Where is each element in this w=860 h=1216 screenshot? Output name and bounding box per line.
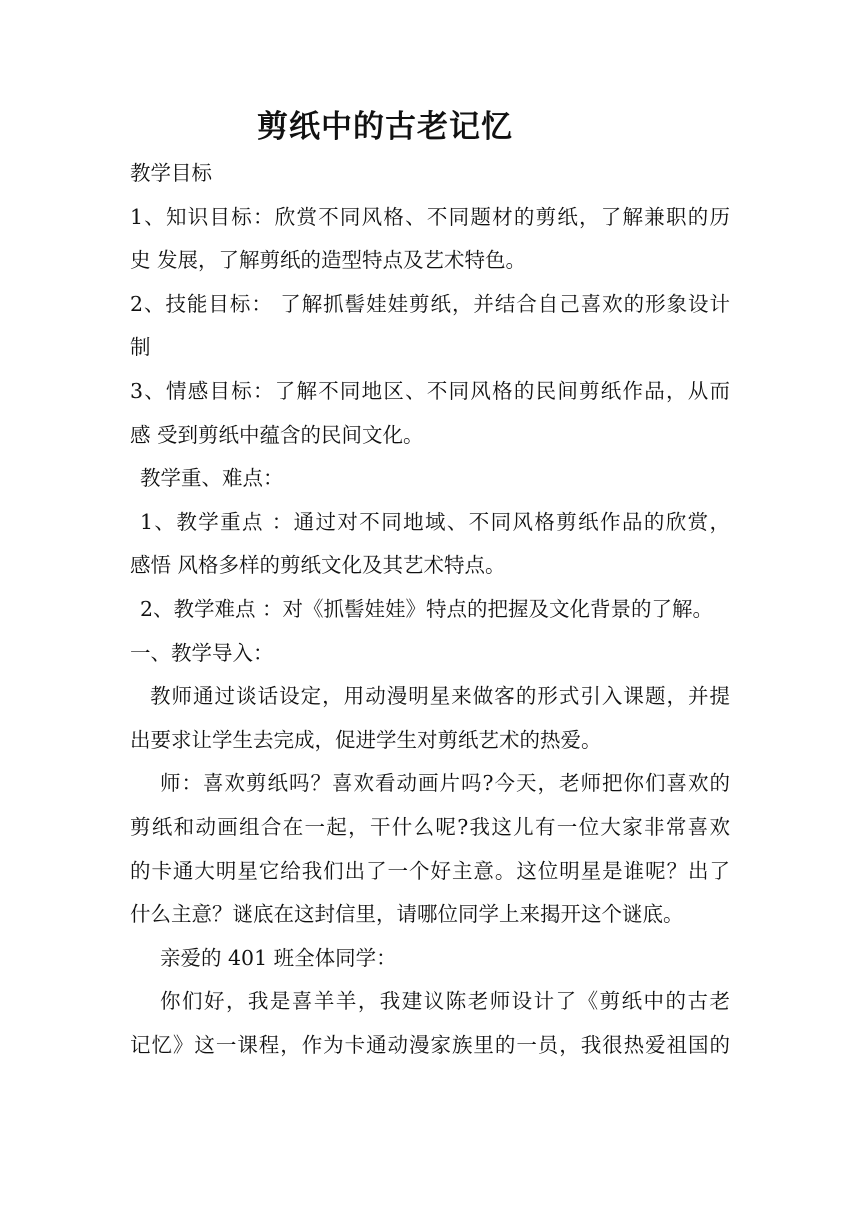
- paragraph-line: 的卡通大明星它给我们出了一个好主意。这位明星是谁呢？出了: [130, 858, 730, 883]
- paragraph-line: 1、教学重点 ：通过对不同地域、不同风格剪纸作品的欣赏，: [140, 509, 730, 534]
- letter-salutation: 亲爱的 401 班全体同学：: [160, 945, 397, 970]
- paragraph-line: 出要求让学生去完成，促进学生对剪纸艺术的热爱。: [130, 727, 602, 752]
- document-body: [130, 152, 730, 1067]
- heading-teaching-goals: 教学目标: [130, 161, 212, 185]
- paragraph-line: 剪纸和动画组合在一起，干什么呢?我这儿有一位大家非常喜欢: [130, 814, 730, 839]
- paragraph-line: 什么主意？谜底在这封信里，请哪位同学上来揭开这个谜底。: [130, 902, 684, 927]
- document-title: 剪纸中的古老记忆: [257, 109, 513, 145]
- paragraph-line: 制: [130, 335, 151, 360]
- paragraph-line: 教师通过谈话设定，用动漫明星来做客的形式引入课题，并提: [150, 684, 730, 709]
- heading-intro: 一、教学导入：: [130, 640, 274, 665]
- heading-key-points: 教学重、难点：: [140, 466, 284, 491]
- paragraph-line: 3、情感目标：了解不同地区、不同风格的民间剪纸作品，从而: [130, 378, 730, 403]
- paragraph-line: 感 受到剪纸中蕴含的民间文化。: [130, 422, 424, 447]
- paragraph-line: 2、技能目标： 了解抓髻娃娃剪纸，并结合自己喜欢的形象设计: [130, 291, 730, 316]
- paragraph-line: 你们好，我是喜羊羊，我建议陈老师设计了《剪纸中的古老: [160, 989, 730, 1014]
- paragraph-line: 师：喜欢剪纸吗？喜欢看动画片吗?今天，老师把你们喜欢的: [160, 771, 730, 796]
- paragraph-line: 1、知识目标：欣赏不同风格、不同题材的剪纸，了解兼职的历: [130, 204, 730, 229]
- paragraph-line: 2、教学难点 ：对《抓髻娃娃》特点的把握及文化背景的了解。: [140, 596, 714, 621]
- paragraph-line: 记忆》这一课程，作为卡通动漫家族里的一员，我很热爱祖国的: [130, 1032, 730, 1057]
- paragraph-line: 史 发展，了解剪纸的造型特点及艺术特色。: [130, 248, 527, 273]
- paragraph-line: 感悟 风格多样的剪纸文化及其艺术特点。: [130, 553, 506, 578]
